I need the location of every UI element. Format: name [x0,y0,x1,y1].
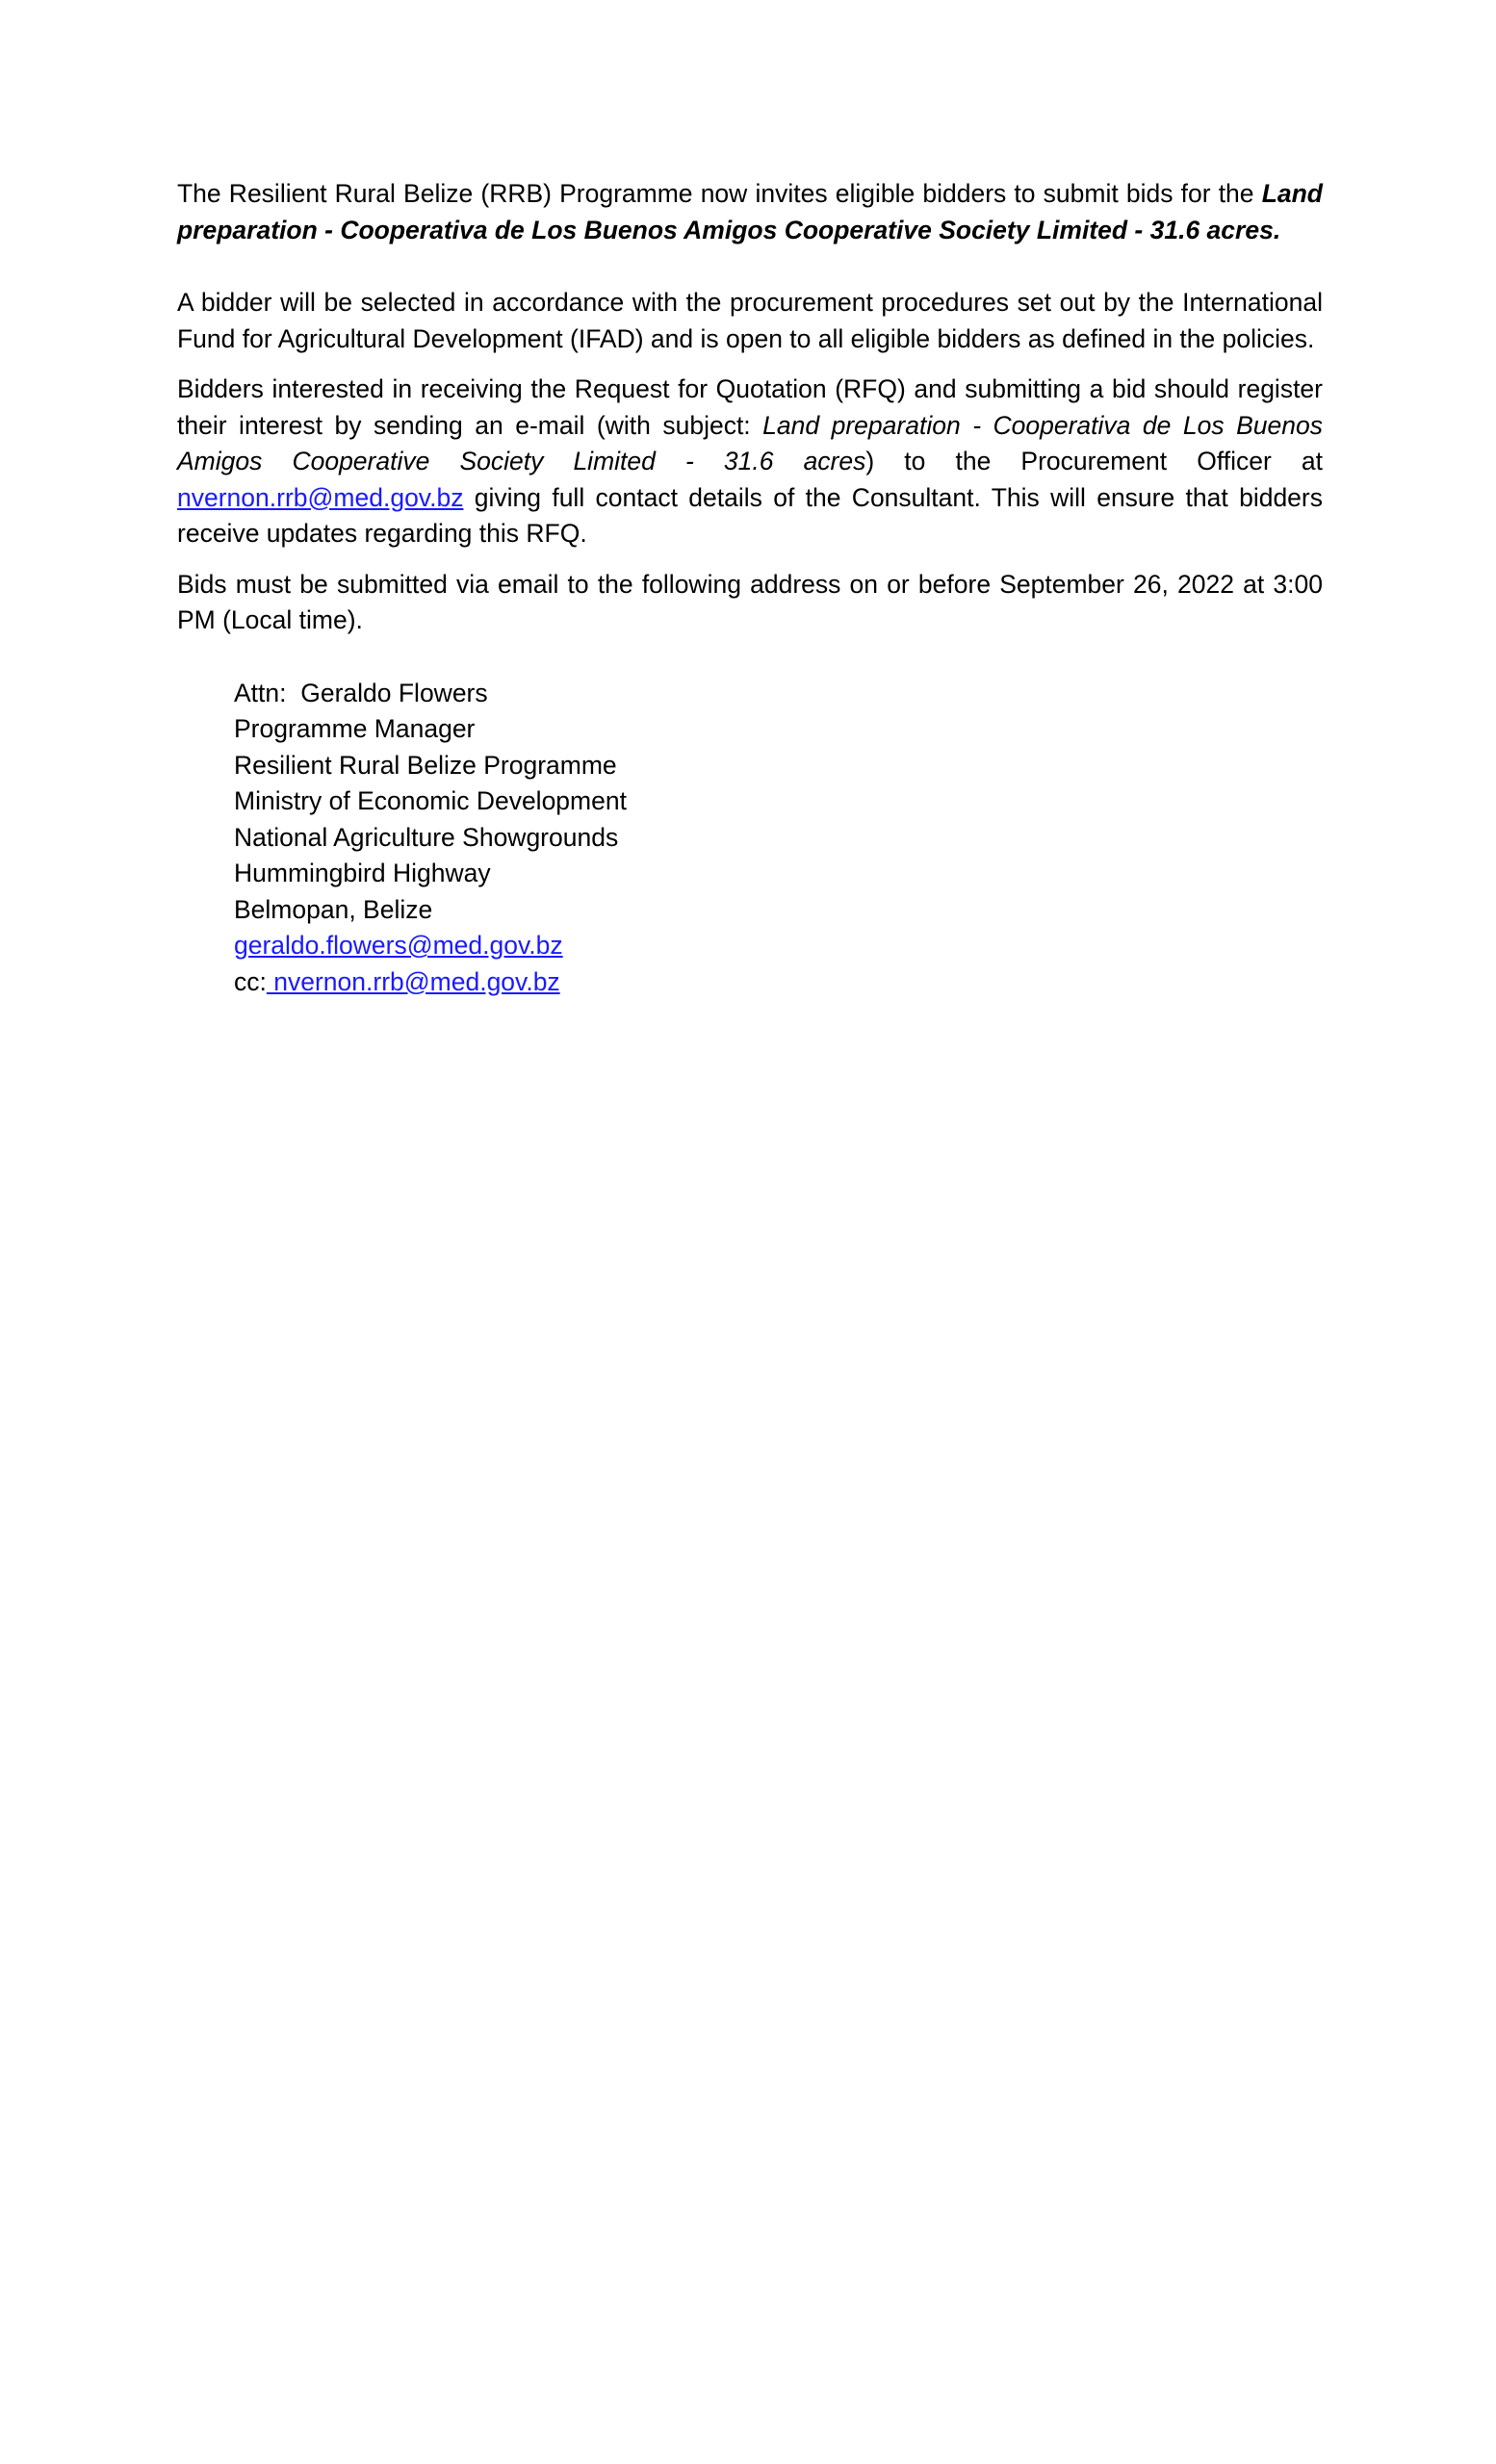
submission-paragraph: Bids must be submitted via email to the following address on or before September 26, 2022 at 3:00 PM (Local time). [177,569,1323,634]
address-street: Hummingbird Highway [234,859,491,887]
address-block [234,676,1323,1001]
address-attn: Attn: Geraldo Flowers [234,678,488,707]
manager-email-link[interactable]: geraldo.flowers@med.gov.bz [234,931,563,960]
address-programme: Resilient Rural Belize Programme [234,750,617,780]
address-cc-line [234,964,1323,1001]
registration-paragraph [177,372,1323,552]
registration-text-c: giving full contact details of the Consultant. This will ensure that bidders receive updates regarding this RFQ. [177,482,1323,548]
intro-text: The Resilient Rural Belize (RRB) Programme now invites eligible bidders to submit bids for the [177,179,1262,208]
email-subject: Land preparation - Cooperativa de Los Buenos Amigos Cooperative Society Limited - 31.6 acres [177,410,1323,475]
tender-title: Land preparation - Cooperativa de Los Buenos Amigos Cooperative Society Limited - 31.6 acres. [177,179,1323,244]
document-body [177,176,1323,1000]
cc-email-link[interactable]: nvernon.rrb@med.gov.bz [266,966,560,996]
registration-text-a: Bidders interested in receiving the Request for Quotation (RFQ) and submitting a bid should register their interest by sending an e-mail (with subject: [177,374,1323,440]
address-ministry: Ministry of Economic Development [234,786,627,815]
address-email-line [234,928,1323,964]
selection-paragraph: A bidder will be selected in accordance with the procurement procedures set out by the International Fund for Agricultural Development (IFAD) and is open to all eligible bidders as defined in the policies. [177,288,1323,353]
registration-text-b: ) to the Procurement Officer at [865,447,1323,475]
address-title: Programme Manager [234,714,476,743]
address-city: Belmopan, Belize [234,894,433,924]
cc-label: cc: [234,966,267,996]
procurement-officer-email-link[interactable]: nvernon.rrb@med.gov.bz [177,482,464,512]
address-location: National Agriculture Showgrounds [234,822,619,852]
intro-paragraph [177,176,1323,248]
